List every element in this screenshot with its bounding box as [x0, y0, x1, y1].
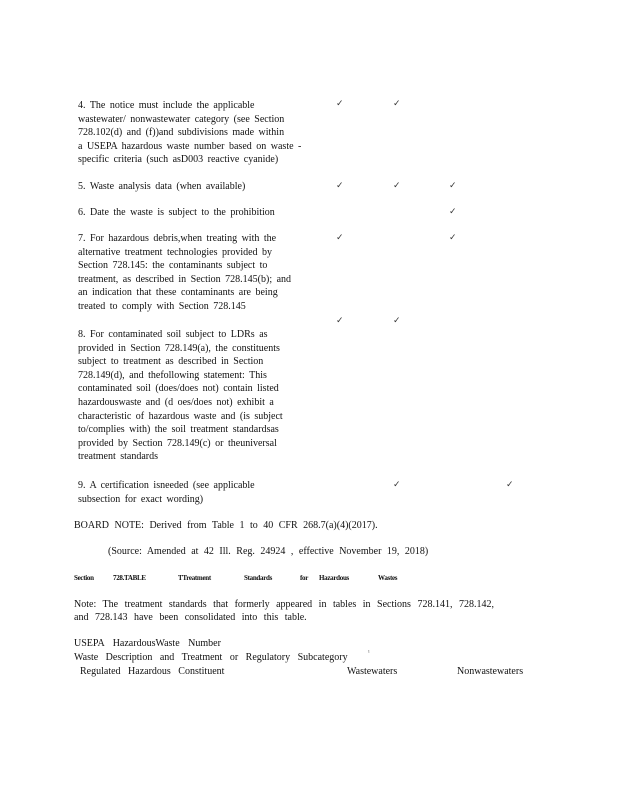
- heading-word: Hazardous: [319, 574, 349, 582]
- check-mark-icon: ✓: [449, 207, 457, 217]
- check-mark-icon: ✓: [336, 181, 344, 191]
- board-note: BOARD NOTE: Derived from Table 1 to 40 CFR 268.7(a)(4)(2017).: [74, 520, 378, 531]
- check-mark-icon: ✓: [336, 316, 344, 326]
- item-line: treatment standards: [78, 451, 159, 463]
- table-header-waste-number: USEPA HazardousWaste Number: [74, 638, 221, 649]
- source-note: (Source: Amended at 42 Ill. Reg. 24924 , effective November 19, 2018): [108, 546, 429, 557]
- item-line: 9. A certification isneeded (see applicable: [78, 480, 255, 491]
- item-line: provided in Section 728.149(a), the constituents: [78, 342, 280, 354]
- heading-word: 728.TABLE: [113, 574, 146, 582]
- heading-word: Wastes: [378, 574, 398, 582]
- item-line: an indication that these contaminants are being: [78, 287, 278, 299]
- item-line: 7. For hazardous debris,when treating with the: [78, 233, 277, 244]
- notice-item-6: [78, 206, 328, 220]
- check-mark-icon: ✓: [336, 99, 344, 109]
- notice-item-5: [78, 180, 328, 194]
- heading-word: for: [300, 574, 309, 582]
- item-line: 6. Date the waste is subject to the prohibition: [78, 207, 275, 218]
- heading-word: TTreatment: [178, 574, 211, 582]
- item-line: wastewater/ nonwastewater category (see Section: [78, 113, 285, 125]
- item-line: a USEPA hazardous waste number based on waste -: [78, 140, 302, 152]
- check-mark-icon: ✓: [506, 480, 514, 490]
- item-line: 728.102(d) and (f))and subdivisions made within: [78, 127, 285, 139]
- table-header-constituent: Regulated Hazardous Constituent: [80, 666, 225, 677]
- item-line: Section 728.145: the contaminants subject to: [78, 260, 268, 272]
- item-line: provided by Section 728.149(c) or theuniversal: [78, 437, 277, 449]
- item-line: subsection for exact wording): [78, 493, 204, 505]
- item-line: treatment, as described in Section 728.145(b); and: [78, 273, 292, 285]
- item-line: 4. The notice must include the applicable: [78, 100, 255, 111]
- check-mark-icon: ✓: [393, 316, 401, 326]
- notice-item-9: [78, 479, 328, 506]
- item-line: contaminated soil (does/does not) contain listed: [78, 383, 279, 395]
- item-line: subject to treatment as described in Section: [78, 356, 264, 368]
- item-line: treated to comply with Section 728.145: [78, 300, 246, 312]
- check-mark-icon: ✓: [393, 480, 401, 490]
- heading-word: Standards: [244, 574, 273, 582]
- check-mark-icon: ✓: [393, 99, 401, 109]
- table-header-waste-description: Waste Description and Treatment or Regulatory Subcategory: [74, 652, 348, 663]
- item-line: 728.149(d), and thefollowing statement: This: [78, 369, 267, 381]
- check-mark-icon: ✓: [336, 233, 344, 243]
- item-line: alternative treatment technologies provided by: [78, 246, 273, 258]
- notice-item-7: [78, 232, 328, 314]
- table-header-nonwastewaters: Nonwastewaters: [457, 666, 524, 677]
- notice-item-8: [78, 328, 328, 464]
- check-mark-icon: ✓: [449, 181, 457, 191]
- item-line: characteristic of hazardous waste and (is subject: [78, 410, 283, 422]
- footnote-mark: ¹: [368, 650, 370, 656]
- item-line: hazardouswaste and (d oes/does not) exhibit a: [78, 396, 274, 408]
- heading-word: Section: [74, 574, 94, 582]
- item-line: 8. For contaminated soil subject to LDRs as: [78, 329, 268, 340]
- table-header-wastewaters: Wastewaters: [347, 666, 398, 677]
- item-line: to/complies with) the soil treatment standardsas: [78, 424, 279, 436]
- item-line: specific criteria (such asD003 reactive cyanide): [78, 154, 279, 166]
- note-line: and 728.143 have been consolidated into this table.: [74, 612, 307, 623]
- note-line: Note: The treatment standards that formerly appeared in tables in Sections 728.141, 728.142,: [74, 599, 494, 610]
- check-mark-icon: ✓: [449, 233, 457, 243]
- check-mark-icon: ✓: [393, 181, 401, 191]
- notice-item-4: [78, 99, 328, 167]
- item-line: 5. Waste analysis data (when available): [78, 181, 246, 192]
